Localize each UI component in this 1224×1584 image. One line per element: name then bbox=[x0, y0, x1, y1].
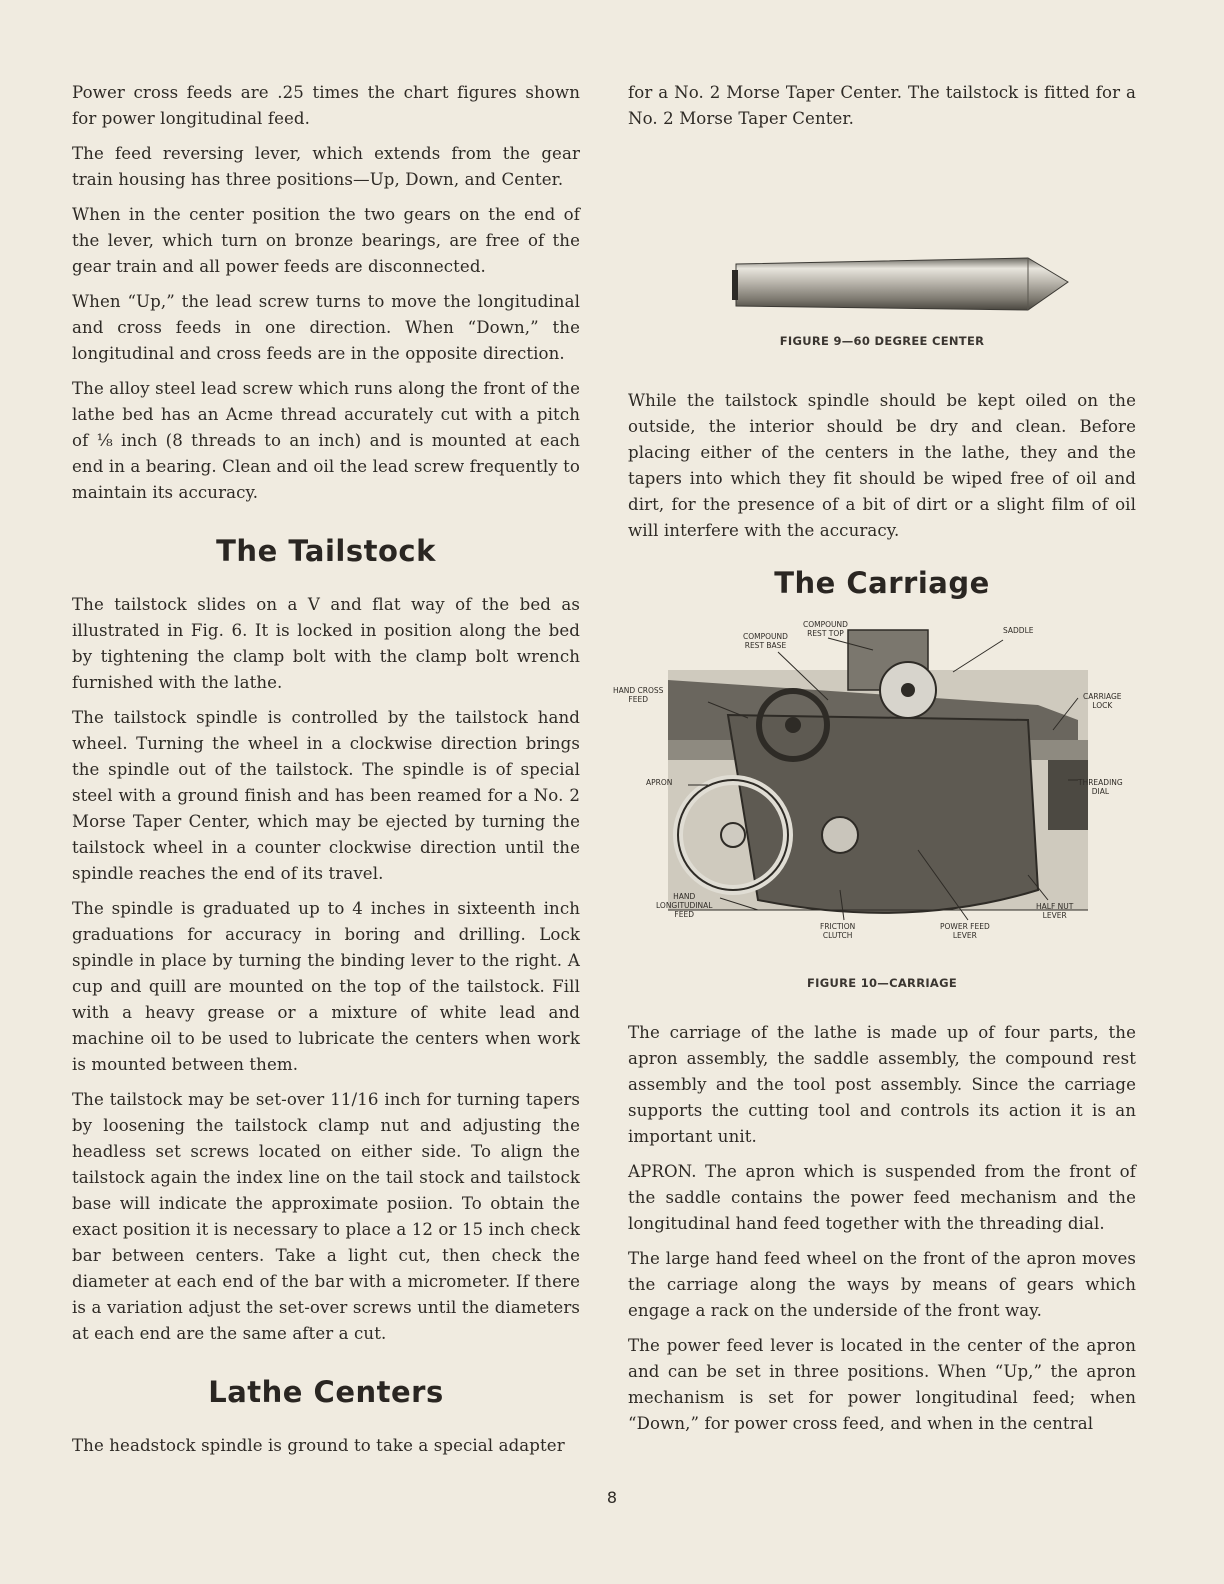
heading-carriage: The Carriage bbox=[774, 566, 990, 600]
paragraph: When “Up,” the lead screw turns to move the longitudinal and cross feeds in one direction. When “Down,” the longitudinal and cross feeds are in the opposite direction. bbox=[72, 292, 580, 363]
left-column bbox=[72, 80, 580, 1468]
paragraph: The tailstock may be set-over 11/16 inch for turning tapers by loosening the tailstock clamp nut and adjusting the headless set screws located on either side. To align the tailstock again the index line on the tail stock and tailstock base will indicate the approximate posiion. To obtain the exact position it is necessary to place a 12 or 15 inch check bar between centers. Take a light cut, then check the diameter at each end of the bar with a micrometer. If there is a variation adjust the set-over screws until the diameters at each end are the same after a cut. bbox=[72, 1090, 580, 1343]
label-power-feed-lever: POWER FEED LEVER bbox=[940, 922, 990, 940]
figure-60-degree-center bbox=[628, 142, 1136, 370]
label-threading-dial: THREADING DIAL bbox=[1078, 778, 1123, 796]
label-hand-cross-feed: HAND CROSS FEED bbox=[613, 686, 664, 704]
paragraph: The power feed lever is located in the center of the apron and can be set in three positions. When “Up,” the apron mechanism is set for power longitudinal feed; when “Down,” for power cross feed, and when in the central bbox=[628, 1336, 1136, 1433]
paragraph: The tailstock spindle is controlled by the tailstock hand wheel. Turning the wheel in a clockwise direction brings the spindle out of the tailstock. The spindle is of special steel with a ground finish and has been reamed for a No. 2 Morse Taper Center, which may be ejected by turning the tailstock wheel in a counter clockwise direction until the spindle reaches the end of its travel. bbox=[72, 708, 580, 883]
paragraph: When in the center position the two gears on the end of the lever, which turn on bronze bearings, are free of the gear train and all power feeds are disconnected. bbox=[72, 205, 580, 276]
paragraph: The tailstock slides on a V and flat way of the bed as illustrated in Fig. 6. It is locked in position along the bed by tightening the clamp bolt with the clamp bolt wrench furnished with the lathe. bbox=[72, 595, 580, 692]
paragraph: The alloy steel lead screw which runs along the front of the lathe bed has an Acme thread accurately cut with a pitch of ⅛ inch (8 threads to an inch) and is mounted at each end in a bearing. Clean and oil the lead screw frequently to maintain its accuracy. bbox=[72, 379, 580, 502]
center-illustration bbox=[628, 142, 1136, 370]
heading-lathe-centers: Lathe Centers bbox=[208, 1375, 444, 1409]
label-compound-rest-base: COMPOUND REST BASE bbox=[743, 632, 788, 650]
paragraph: The large hand feed wheel on the front of the apron moves the carriage along the ways by means of gears which engage a rack on the underside of the front way. bbox=[628, 1249, 1136, 1320]
paragraph: APRON. The apron which is suspended from the front of the saddle contains the power feed mechanism and the longitudinal hand feed together with the threading dial. bbox=[628, 1162, 1136, 1233]
paragraph: for a No. 2 Morse Taper Center. The tailstock is fitted for a No. 2 Morse Taper Center. bbox=[628, 83, 1136, 128]
paragraph: The spindle is graduated up to 4 inches in sixteenth inch graduations for accuracy in boring and drilling. Lock spindle in place by turning the binding lever to the right. A cup and quill are mounted on the top of the tailstock. Fill with a heavy grease or a mixture of white lead and machine oil to be used to lubricate the centers when work is mounted between them. bbox=[72, 899, 580, 1074]
label-apron: APRON bbox=[646, 778, 673, 787]
label-friction-clutch: FRICTION CLUTCH bbox=[820, 922, 856, 940]
right-column bbox=[613, 80, 1136, 1446]
label-carriage-lock: CARRIAGE LOCK bbox=[1083, 692, 1122, 710]
label-hand-longitudinal-feed: HAND LONGITUDINAL FEED bbox=[656, 892, 713, 919]
label-compound-rest-top: COMPOUND REST TOP bbox=[803, 620, 848, 638]
figure-10-caption: FIGURE 10—CARRIAGE bbox=[806, 976, 958, 990]
heading-tailstock: The Tailstock bbox=[216, 534, 436, 568]
paragraph: The carriage of the lathe is made up of four parts, the apron assembly, the saddle assembly, the compound rest assembly and the tool post assembly. Since the carriage supports the cutting tool and controls its action it is an important unit. bbox=[628, 1023, 1136, 1146]
paragraph: The feed reversing lever, which extends from the gear train housing has three positions—Up, Down, and Center. bbox=[72, 144, 580, 189]
label-half-nut-lever: HALF NUT LEVER bbox=[1036, 902, 1074, 920]
label-saddle: SADDLE bbox=[1003, 626, 1034, 635]
page-number: 8 bbox=[606, 1488, 618, 1507]
figure-carriage bbox=[608, 610, 1156, 970]
paragraph: While the tailstock spindle should be kept oiled on the outside, the interior should be dry and clean. Before placing either of the centers in the lathe, they and the tapers into which they fit should be wiped free of oil and dirt, for the presence of a bit of dirt or a slight film of oil will interfere with the accuracy. bbox=[628, 391, 1136, 540]
paragraph: Power cross feeds are .25 times the chart figures shown for power longitudinal feed. bbox=[72, 83, 580, 128]
figure-9-caption: FIGURE 9—60 DEGREE CENTER bbox=[779, 334, 985, 348]
paragraph: The headstock spindle is ground to take a special adapter bbox=[72, 1436, 565, 1455]
